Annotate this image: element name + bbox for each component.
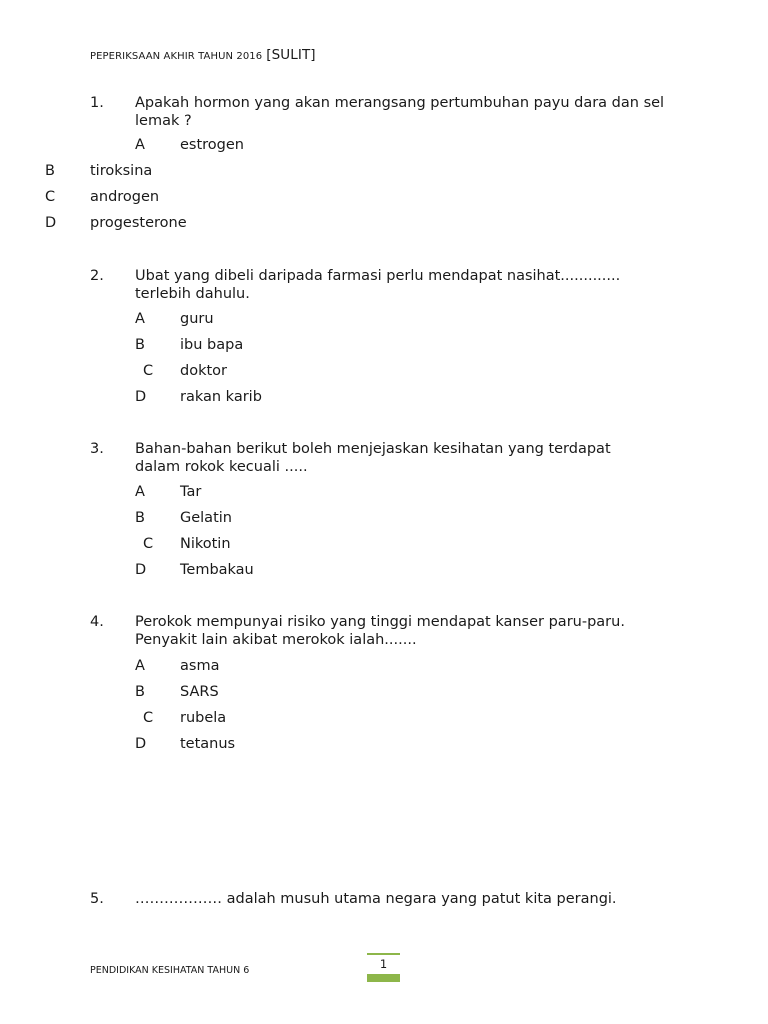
option-text: rakan karib <box>180 389 262 405</box>
option-text: Nikotin <box>180 536 231 552</box>
option-text: rubela <box>180 710 227 726</box>
option-text: doktor <box>180 363 227 379</box>
exam-header <box>90 47 316 63</box>
question-number: 5. <box>90 891 104 907</box>
question-number: 1. <box>90 95 104 111</box>
classification-label: [SULIT] <box>266 47 316 63</box>
option-letter: B <box>135 510 145 526</box>
option-letter: A <box>135 484 145 500</box>
option-letter: A <box>135 311 145 327</box>
question-number: 2. <box>90 268 104 284</box>
option-text: ibu bapa <box>180 337 244 353</box>
option-text: asma <box>180 658 220 674</box>
option-text: estrogen <box>180 137 244 153</box>
option-text: guru <box>180 311 214 327</box>
option-letter: D <box>45 215 57 231</box>
option-text: androgen <box>90 189 160 205</box>
question-number: 3. <box>90 441 104 457</box>
option-letter: B <box>135 337 145 353</box>
option-text: Tar <box>180 484 202 500</box>
page-number-accent-bar <box>367 974 400 982</box>
option-letter: D <box>135 562 147 578</box>
page-number-top-rule <box>367 953 400 955</box>
question-text: Apakah hormon yang akan merangsang pertumbuhan payu dara dan sel lemak ? <box>135 95 665 129</box>
option-text: SARS <box>180 684 219 700</box>
page-number-box <box>367 953 400 982</box>
option-letter: D <box>135 736 147 752</box>
option-letter: A <box>135 137 145 153</box>
option-text: tiroksina <box>90 163 153 179</box>
option-letter: B <box>45 163 55 179</box>
question-text: ……………… adalah musuh utama negara yang patut kita perangi. <box>135 891 617 907</box>
option-letter: C <box>143 710 154 726</box>
option-text: Tembakau <box>180 562 254 578</box>
option-letter: C <box>45 189 56 205</box>
option-letter: C <box>143 536 154 552</box>
exam-title: PEPERIKSAAN AKHIR TAHUN 2016 <box>90 51 263 62</box>
question-text: Bahan-bahan berikut boleh menjejaskan kesihatan yang terdapat dalam rokok kecuali ..... <box>135 441 611 475</box>
option-text: Gelatin <box>180 510 232 526</box>
option-letter: B <box>135 684 145 700</box>
option-letter: D <box>135 389 147 405</box>
question-text: Perokok mempunyai risiko yang tinggi mendapat kanser paru-paru. Penyakit lain akibat merokok ialah....... <box>135 614 625 648</box>
page-number: 1 <box>379 957 388 971</box>
question-number: 4. <box>90 614 104 630</box>
option-letter: C <box>143 363 154 379</box>
option-text: tetanus <box>180 736 236 752</box>
question-text: Ubat yang dibeli daripada farmasi perlu mendapat nasihat............. terlebih dahulu. <box>135 268 621 302</box>
footer-subject: PENDIDIKAN KESIHATAN TAHUN 6 <box>90 965 250 976</box>
option-text: progesterone <box>90 215 187 231</box>
option-letter: A <box>135 658 145 674</box>
